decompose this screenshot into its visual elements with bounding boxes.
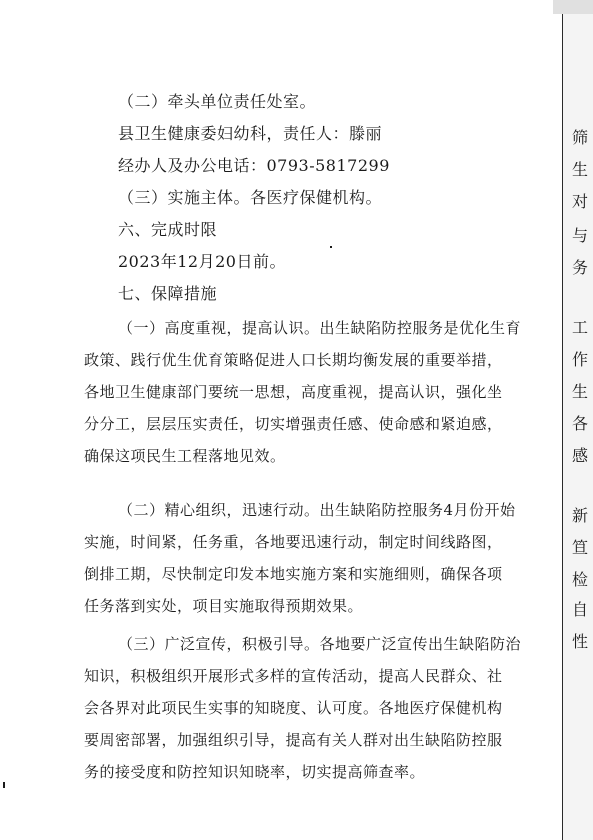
text-line: 任务落到实处，项目实施取得预期效果。 xyxy=(84,597,364,615)
text-line: 要周密部署，加强组织引导，提高有关人群对出生缺陷防控服 xyxy=(84,731,503,749)
adjacent-page-char: 笪 xyxy=(572,538,589,557)
text-line: 县卫生健康委妇幼科，责任人：滕丽 xyxy=(118,124,383,143)
scan-artifact xyxy=(553,0,593,14)
adjacent-page-char: 新 xyxy=(572,506,589,525)
text-line: （二）精心组织，迅速行动。出生缺陷防控服务4月份开始 xyxy=(118,501,516,519)
adjacent-page-char: 与 xyxy=(572,226,589,245)
text-line: （二）牵头单位责任处室。 xyxy=(118,92,317,111)
scan-speck xyxy=(3,782,5,788)
text-line: 2023年12月20日前。 xyxy=(118,252,286,271)
text-line: 知识，积极组织开展形式多样的宣传活动，提高人民群众、社 xyxy=(84,667,503,685)
text-line: 务的接受度和防控知识知晓率，切实提高筛查率。 xyxy=(84,763,426,781)
adjacent-page-char: 感 xyxy=(572,446,589,465)
text-line: 确保这项民生工程落地见效。 xyxy=(84,447,286,465)
text-line: 分分工，层层压实责任，切实增强责任感、使命感和紧迫感， xyxy=(84,415,503,433)
text-line: （三）实施主体。各医疗保健机构。 xyxy=(118,188,383,207)
adjacent-page-char: 作 xyxy=(572,350,589,369)
text-line: （一）高度重视，提高认识。出生缺陷防控服务是优化生育 xyxy=(118,319,522,337)
adjacent-page-char: 生 xyxy=(572,160,589,179)
adjacent-page-char: 务 xyxy=(572,258,589,277)
scan-speck xyxy=(330,246,332,248)
adjacent-page-char: 自 xyxy=(572,600,589,619)
adjacent-page-char: 各 xyxy=(572,414,589,433)
adjacent-page-char: 性 xyxy=(572,632,589,651)
text-line: 经办人及办公电话：0793-5817299 xyxy=(118,156,390,175)
adjacent-page-char: 检 xyxy=(572,570,589,589)
text-line: 政策、践行优生优育策略促进人口长期均衡发展的重要举措， xyxy=(84,351,503,369)
adjacent-page-char: 筛 xyxy=(572,128,589,147)
text-line: 各地卫生健康部门要统一思想，高度重视，提高认识，强化坐 xyxy=(84,383,503,401)
adjacent-page-char: 对 xyxy=(572,192,589,211)
text-line: 倒排工期，尽快制定印发本地实施方案和实施细则，确保各项 xyxy=(84,565,503,583)
text-line: 会各界对此项民生实事的知晓度、认可度。各地医疗保健机构 xyxy=(84,699,503,717)
section-heading: 六、完成时限 xyxy=(118,220,218,239)
section-heading: 七、保障措施 xyxy=(118,284,218,303)
text-line: 实施，时间紧，任务重，各地要迅速行动，制定时间线路图， xyxy=(84,533,503,551)
adjacent-page-char: 工 xyxy=(572,318,589,337)
adjacent-page-char: 生 xyxy=(572,382,589,401)
text-line: （三）广泛宣传，积极引导。各地要广泛宣传出生缺陷防治 xyxy=(118,635,522,653)
